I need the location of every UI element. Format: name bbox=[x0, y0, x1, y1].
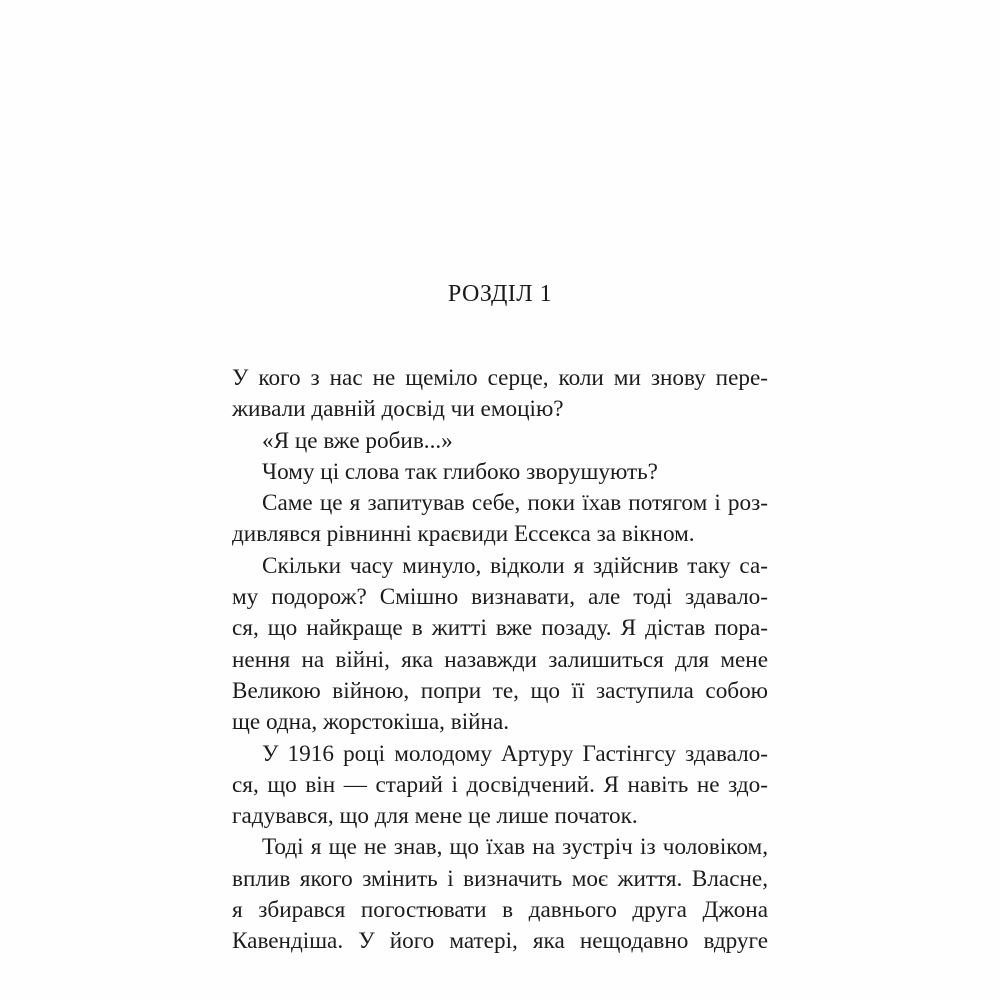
text-line: гадувався, що для мене це лише початок. bbox=[232, 803, 638, 830]
text-line: У 1916 році молодому Артуру Гастінгсу здавало- bbox=[262, 740, 768, 767]
text-line: У кого з нас не щеміло серце, коли ми знову пере- bbox=[232, 365, 768, 391]
chapter-heading: РОЗДІЛ 1 bbox=[447, 281, 553, 307]
text-line: вплив якого змінить і визначить моє життя. Власне, bbox=[232, 865, 768, 892]
body-text bbox=[232, 363, 768, 958]
text-line: Тоді я ще не знав, що їхав на зустріч із чоловіком, bbox=[262, 834, 768, 861]
text-line: «Я це вже робив...» bbox=[262, 427, 453, 454]
text-line: живали давній досвід чи емоцію? bbox=[232, 396, 564, 423]
text-line: дивлявся рівнинні краєвиди Ессекса за вікном. bbox=[232, 521, 695, 548]
text-line: ще одна, жорстокіша, війна. bbox=[232, 709, 510, 736]
text-line: я збирався погостювати в давнього друга Джона bbox=[232, 897, 768, 924]
text-line: ся, що найкраще в житті вже позаду. Я дістав пора- bbox=[232, 615, 768, 642]
text-line: Скільки часу минуло, відколи я здійснив таку са- bbox=[262, 552, 768, 579]
text-line: му подорож? Смішно визнавати, але тоді здавало- bbox=[232, 584, 768, 611]
text-line: Великою війною, попри те, що її заступила собою bbox=[232, 677, 768, 704]
text-line: Кавендіша. У його матері, яка нещодавно вдруге bbox=[232, 928, 768, 955]
text-line: Чому ці слова так глибоко зворушують? bbox=[262, 458, 658, 485]
text-line: нення на війні, яка назавжди залишиться для мене bbox=[232, 646, 768, 673]
text-line: Саме це я запитував себе, поки їхав потягом і роз- bbox=[262, 490, 768, 517]
text-line: ся, що він — старий і досвідчений. Я навіть не здо- bbox=[232, 771, 768, 798]
